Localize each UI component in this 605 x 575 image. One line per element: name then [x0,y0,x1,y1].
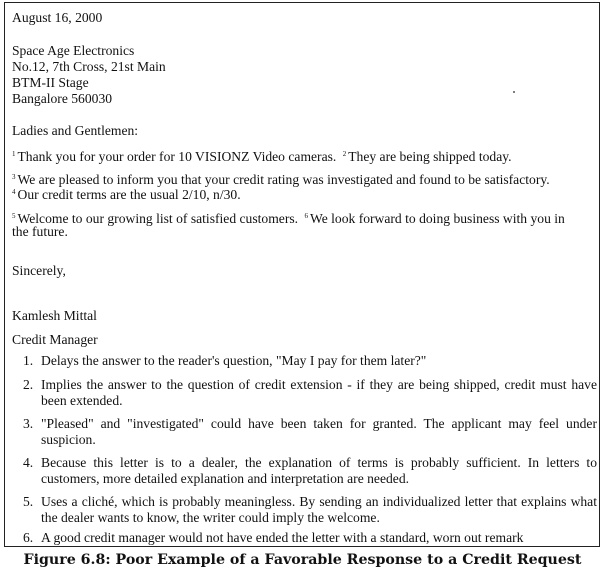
note-item [41,530,597,546]
note-number: 6. [23,530,34,545]
note-item [41,494,597,526]
note-item [41,455,597,487]
letter-paragraph-1 [12,146,512,165]
note-text: Implies the answer to the question of credit extension - if they are being shipped, credit must have [41,377,597,392]
letter-paragraph-4-continued: the future. [12,224,68,239]
sentence-number: 5 [12,212,16,220]
note-text-continued: customers, more detailed explanation and interpretation are needed. [41,471,410,486]
sentence-text: We look forward to doing business with you in [309,211,565,226]
figure-caption: Figure 6.8: Poor Example of a Favorable Response to a Credit Request [23,552,582,568]
note-number: 4. [23,455,34,470]
address-line-2: No.12, 7th Cross, 21st Main [12,59,166,74]
note-item [41,377,597,409]
sentence-text: They are being shipped today. [348,149,512,164]
sentence-number: 3 [12,173,16,181]
closing: Sincerely, [12,263,66,278]
address-line-4: Bangalore 560030 [12,91,113,106]
note-text: Delays the answer to the reader's question, "May I pay for them later?" [41,353,427,368]
note-text-continued: been extended. [41,393,123,408]
note-text: Because this letter is to a dealer, the explanation of terms is probably sufficient. In letters to [41,455,597,470]
salutation: Ladies and Gentlemen: [12,123,139,138]
sentence-number: 2 [342,150,347,158]
sentence-number: 1 [12,150,16,158]
signatory-name: Kamlesh Mittal [12,308,97,323]
note-text: Uses a cliché, which is probably meaningless. By sending an individualized letter that explains what [41,494,597,509]
letter-date: August 16, 2000 [12,10,103,25]
note-text: A good credit manager would not have ended the letter with a standard, worn out remark [41,530,524,545]
note-number: 1. [23,353,34,368]
address-line-3: BTM-II Stage [12,75,89,90]
note-text: "Pleased" and "investigated" could have been taken for granted. The applicant may feel under [41,416,597,431]
note-text-continued: suspicion. [41,432,96,447]
letter-paragraph-3 [12,184,241,203]
letter-frame [4,2,600,547]
sentence-text: Thank you for your order for 10 VISIONZ Video cameras. [17,149,337,164]
scan-speck [513,91,515,93]
note-item [41,353,597,369]
signatory-title: Credit Manager [12,332,98,347]
sentence-text: Welcome to our growing list of satisfied customers. [17,211,299,226]
note-number: 5. [23,494,34,509]
address-line-1: Space Age Electronics [12,43,135,58]
note-number: 2. [23,377,34,392]
note-number: 3. [23,416,34,431]
sentence-text: Our credit terms are the usual 2/10, n/30. [17,187,241,202]
note-text-continued: the dealer wants to know, the writer could imply the welcome. [41,510,380,525]
note-item [41,416,597,448]
sentence-number: 4 [12,188,16,196]
sentence-number: 6 [304,212,308,220]
letter-paragraph-4 [12,208,565,227]
sentence-text: We are pleased to inform you that your credit rating was investigated and found to be satisfactory. [17,172,550,187]
